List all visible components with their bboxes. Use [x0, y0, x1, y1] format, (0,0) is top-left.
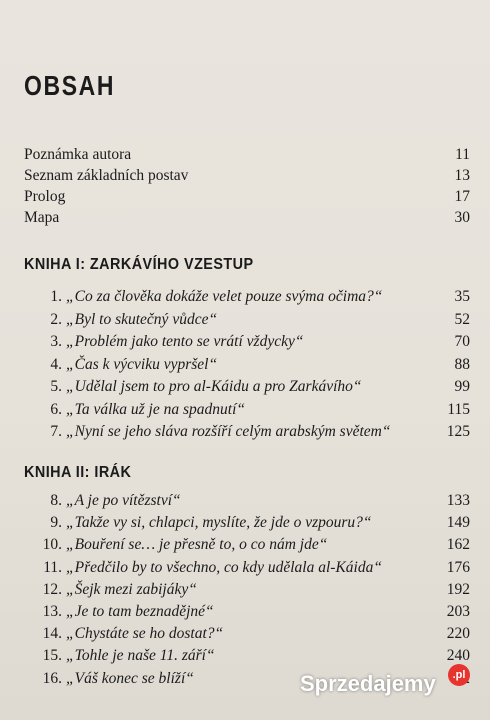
- toc-entry: [24, 378, 470, 400]
- chapter-number: 11.: [43, 558, 62, 576]
- toc-entry: [24, 167, 470, 189]
- watermark-text: Sprzedajemy: [300, 671, 436, 696]
- chapter-number: 7.: [50, 423, 62, 440]
- page-number: 17: [454, 188, 470, 205]
- toc-entry: [24, 209, 470, 231]
- page-number: 133: [446, 492, 470, 509]
- entry-title: Seznam základních postav: [24, 167, 189, 184]
- chapter-title: „Váš konec se blíží“: [66, 669, 194, 687]
- watermark-logo: [300, 664, 466, 704]
- toc-entry: [24, 188, 470, 210]
- chapter-title: „Tohle je naše 11. září“: [66, 647, 215, 665]
- entry-title: Prolog: [24, 188, 66, 205]
- page-number: 149: [446, 514, 470, 532]
- toc-entry: [24, 559, 470, 581]
- toc-entry: [24, 423, 470, 445]
- chapter-title: „Problém jako tento se vrátí vždycky“: [66, 333, 304, 350]
- chapter-number: 16.: [42, 669, 62, 687]
- chapter-title: „Udělal jsem to pro al-Káidu a pro Zarkávího“: [66, 378, 362, 395]
- toc-entry: [24, 311, 470, 333]
- chapter-number: 5.: [50, 378, 62, 395]
- page-number: 35: [454, 288, 470, 305]
- chapter-number: 10.: [42, 536, 62, 554]
- chapter-number: 15.: [42, 647, 62, 665]
- toc-entry: [24, 356, 470, 378]
- page-number: 30: [454, 209, 470, 226]
- chapter-title: „Předčilo by to všechno, co kdy udělala al-Káida“: [66, 558, 382, 576]
- page-number: 203: [446, 603, 470, 620]
- entry-title: Poznámka autora: [24, 146, 132, 163]
- page-number: 176: [446, 558, 470, 576]
- toc-entry: [24, 514, 470, 536]
- page-number: 88: [454, 355, 470, 373]
- chapter-title: „A je po vítězství“: [66, 492, 181, 509]
- chapter-title: „Šejk mezi zabijáky“: [66, 580, 197, 598]
- toc-entry: [24, 401, 470, 423]
- toc-entry: [24, 536, 470, 558]
- page-number: 240: [446, 647, 470, 665]
- page-number: 192: [446, 580, 470, 598]
- chapter-number: 2.: [50, 310, 62, 328]
- chapter-title: „Je to tam beznadějné“: [66, 603, 214, 620]
- entry-title: Mapa: [24, 209, 60, 226]
- page-title: OBSAH: [24, 70, 116, 101]
- toc-entry: [24, 288, 470, 310]
- toc-entry: [24, 492, 470, 514]
- book2-heading: KNIHA II: IRÁK: [24, 464, 132, 481]
- page-number: 220: [446, 625, 470, 643]
- book1-heading: KNIHA I: ZARKÁVÍHO VZESTUP: [24, 256, 254, 273]
- toc-entry: [24, 625, 470, 647]
- chapter-number: 6.: [50, 400, 62, 418]
- chapter-number: 8.: [50, 492, 62, 509]
- chapter-number: 12.: [42, 580, 62, 598]
- chapter-title: „Takže vy si, chlapci, myslíte, že jde o vzpouru?“: [66, 514, 372, 532]
- toc-entry: [24, 146, 470, 168]
- chapter-title: „Nyní se jeho sláva rozšíří celým arabským světem“: [66, 423, 391, 440]
- toc-entry: [24, 603, 470, 625]
- page-number: 70: [454, 333, 470, 350]
- chapter-title: „Čas k výcviku vypršel“: [66, 355, 218, 373]
- chapter-title: „Chystáte se ho dostat?“: [66, 625, 224, 643]
- page-number: 125: [446, 423, 470, 440]
- chapter-number: 4.: [50, 355, 62, 373]
- chapter-title: „Bouření se… je přesně to, o co nám jde“: [66, 536, 328, 554]
- chapter-number: 3.: [50, 333, 62, 350]
- toc-entry: [24, 333, 470, 355]
- toc-entry: [24, 581, 470, 603]
- chapter-number: 14.: [42, 625, 62, 643]
- page-number: 115: [447, 400, 470, 418]
- watermark-badge: .pl: [448, 664, 470, 686]
- page-number: 52: [454, 310, 470, 328]
- chapter-title: „Byl to skutečný vůdce“: [66, 310, 218, 328]
- page-number: 13: [454, 167, 470, 184]
- page-number: 11: [455, 146, 470, 163]
- page-number: 162: [446, 536, 470, 554]
- page-number: 99: [454, 378, 470, 395]
- chapter-title: „Ta válka už je na spadnutí“: [66, 400, 245, 418]
- chapter-title: „Co za člověka dokáže velet pouze svýma očima?“: [66, 288, 383, 305]
- chapter-number: 13.: [42, 603, 62, 620]
- chapter-number: 9.: [50, 514, 62, 532]
- chapter-number: 1.: [50, 288, 62, 305]
